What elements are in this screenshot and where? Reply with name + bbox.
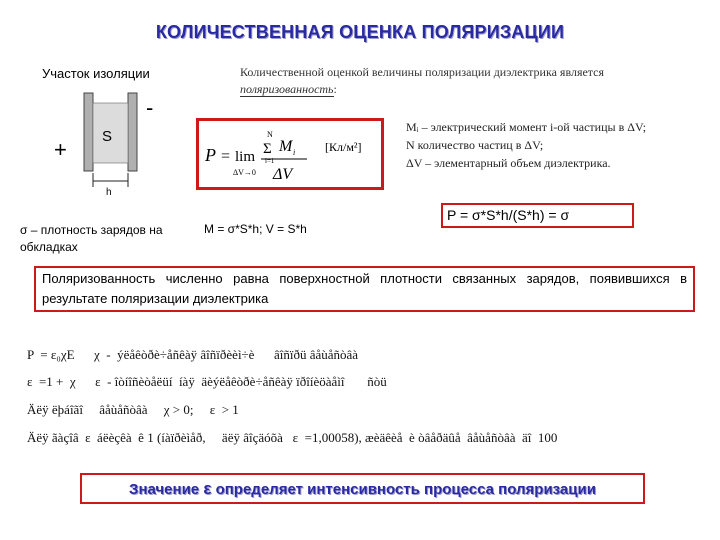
plate-left xyxy=(84,93,93,171)
minus-sign: - xyxy=(146,95,154,120)
plate-right xyxy=(128,93,137,171)
polarization-statement: Поляризованность численно равна поверхностной плотности связанных зарядов, появившихся в результате поляризации диэлектрика xyxy=(34,266,695,312)
thickness-label: h xyxy=(106,187,112,197)
formula-units: [Кл/м²] xyxy=(325,140,362,154)
math-line-1: P = ε₀χE χ - ýëåêòðè÷åñêàÿ âîñïðèèì÷è âîñïðü âåùåñòâà xyxy=(27,347,359,362)
legend-line-moment: Mᵢ – электрический момент i-ой частицы в ΔV; xyxy=(406,120,647,134)
math-line-4: Äëÿ ãàçîâ ε áëèçêà ê 1 (íàïðèìåð, äëÿ âîçäóõà ε =1,00058), æèäêèå è òâåðäûå âåùåñòâà äî 100 xyxy=(27,430,558,445)
svg-text:M: M xyxy=(279,138,293,155)
svg-text:ΔV: ΔV xyxy=(273,166,293,183)
polarization-equation: P = σ*S*h/(S*h) = σ xyxy=(441,203,634,228)
svg-text:ΔV→0: ΔV→0 xyxy=(233,168,256,177)
legend-line-count: N количество частиц в ΔV; xyxy=(406,138,544,152)
sigma-note: σ – плотность зарядов на обкладках xyxy=(20,223,163,254)
definition-term: поляризованность xyxy=(240,82,334,96)
formula-legend xyxy=(406,118,706,172)
svg-text:=: = xyxy=(221,148,231,165)
legend-line-volume: ΔV – элементарный объем диэлектрика. xyxy=(406,156,611,170)
insulation-label: Участок изоляции xyxy=(42,66,150,81)
svg-text:N: N xyxy=(267,130,273,139)
svg-text:lim: lim xyxy=(235,149,256,165)
area-label: S xyxy=(102,128,113,145)
plus-sign: + xyxy=(54,137,67,162)
math-line-3: Äëÿ ëþáîãî âåùåñòâà χ > 0; ε > 1 xyxy=(27,402,239,417)
conclusion-box xyxy=(80,473,645,504)
conclusion-before: Значение xyxy=(129,481,204,498)
svg-text:P: P xyxy=(205,145,216,165)
svg-text:i: i xyxy=(293,148,296,157)
polarization-definition xyxy=(240,64,680,98)
insulation-diagram xyxy=(18,85,188,197)
math-line-2: ε =1 + χ ε - îòíîñèòåëüí íàÿ äèýëåêòðè÷åñêàÿ ïðîíèöàåìî ñòü xyxy=(27,374,387,389)
conclusion-after: определяет интенсивность процесса поляризации xyxy=(211,481,596,498)
svg-text:i=1: i=1 xyxy=(265,157,275,165)
definition-colon: : xyxy=(333,82,337,96)
definition-text: Количественной оценкой величины поляризации диэлектрика является xyxy=(240,65,605,79)
svg-text:Σ: Σ xyxy=(263,141,272,157)
slide-title: КОЛИЧЕСТВЕННАЯ ОЦЕНКА ПОЛЯРИЗАЦИИ xyxy=(155,22,565,42)
epsilon-symbol: ε xyxy=(203,479,212,498)
moment-volume-note: M = σ*S*h; V = S*h xyxy=(204,222,307,236)
